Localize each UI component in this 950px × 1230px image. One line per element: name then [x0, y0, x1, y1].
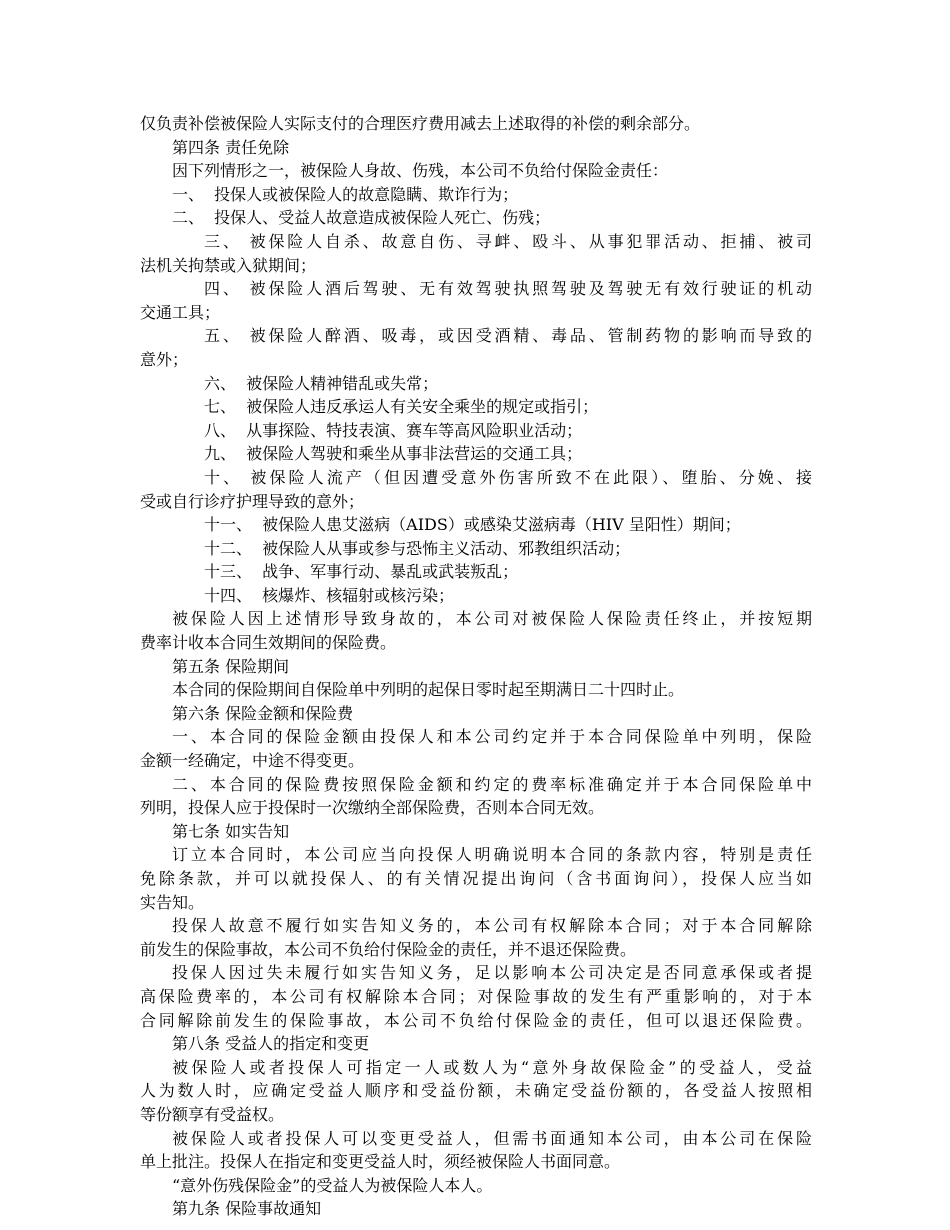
list-item: 六、 被保险人精神错乱或失常； — [204, 373, 439, 393]
text-line: 金额一经确定，中途不得变更。 — [140, 751, 365, 771]
text-line: 因下列情形之一，被保险人身故、伤残，本公司不负给付保险金责任： — [172, 161, 669, 181]
text-line: 等份额享有受益权。 — [140, 1104, 285, 1124]
list-item: 二、 投保人、受益人故意造成被保险人死亡、伤残； — [172, 208, 551, 228]
text-line: 订立本合同时，本公司应当向投保人明确说明本合同的条款内容，特别是责任 — [172, 845, 812, 865]
text-line: 投保人因过失未履行如实告知义务，足以影响本公司决定是否同意承保或者提 — [172, 963, 812, 983]
text-line: 免除条款，并可以就投保人、的有关情况提出询问（含书面询问），投保人应当如 — [140, 869, 812, 888]
text-line: 列明，投保人应于投保时一次缴纳全部保险费，否则本合同无效。 — [140, 798, 605, 818]
section-heading: 第七条 如实告知 — [172, 821, 290, 841]
text-line: 法机关拘禁或入狱期间； — [140, 255, 317, 275]
text-line: “意外伤残保险金”的受益人为被保险人本人。 — [172, 1175, 493, 1195]
section-heading: 第四条 责任免除 — [172, 137, 290, 157]
document-page — [140, 112, 812, 1221]
list-item: 十、 被保险人流产（但因遭受意外伤害所致不在此限）、堕胎、分娩、接 — [204, 467, 812, 487]
text-line: 单上批注。投保人在指定和变更受益人时，须经被保险人书面同意。 — [140, 1152, 621, 1172]
text-line: 一、本合同的保险金额由投保人和本公司约定并于本合同保险单中列明，保险 — [172, 727, 812, 747]
text-line: 费率计收本合同生效期间的保险费。 — [140, 633, 397, 653]
list-item: 十三、 战争、军事行动、暴乱或武装叛乱； — [204, 562, 519, 582]
list-item: 十二、 被保险人从事或参与恐怖主义活动、邪教组织活动； — [204, 538, 631, 558]
text-line: 本合同的保险期间自保险单中列明的起保日零时起至期满日二十四时止。 — [172, 680, 685, 700]
list-item: 五、 被保险人醉酒、吸毒，或因受酒精、毒品、管制药物的影响而导致的 — [204, 326, 812, 346]
list-item: 七、 被保险人违反承运人有关安全乘坐的规定或指引； — [204, 397, 599, 417]
list-item: 八、 从事探险、特技表演、赛车等高风险职业活动； — [204, 420, 583, 440]
list-item: 十四、 核爆炸、核辐射或核污染； — [204, 585, 455, 605]
list-item: 九、 被保险人驾驶和乘坐从事非法营运的交通工具； — [204, 444, 583, 464]
text-line: 合同解除前发生的保险事故，本公司不负给付保险金的责任，但可以退还保险费。 — [140, 1010, 812, 1030]
text-line: 被保险人或者投保人可以变更受益人，但需书面通知本公司，由本公司在保险 — [172, 1128, 812, 1148]
text-line: 仅负责补偿被保险人实际支付的合理医疗费用减去上述取得的补偿的剩余部分。 — [140, 114, 701, 133]
list-item: 十一、 被保险人患艾滋病（AIDS）或感染艾滋病毒（HIV 呈阳性）期间； — [204, 515, 741, 535]
text-line: 实告知。 — [140, 892, 205, 912]
list-item: 一、 投保人或被保险人的故意隐瞒、欺诈行为； — [172, 184, 519, 204]
section-heading: 第八条 受益人的指定和变更 — [172, 1034, 370, 1054]
section-heading: 第九条 保险事故通知 — [172, 1199, 322, 1219]
text-line: 前发生的保险事故，本公司不负给付保险金的责任，并不退还保险费。 — [140, 939, 637, 959]
section-heading: 第五条 保险期间 — [172, 656, 290, 676]
text-line: 交通工具； — [140, 302, 221, 322]
text-line: 人为数人时，应确定受益人顺序和受益份额，未确定受益份额的，各受益人按照相 — [140, 1081, 812, 1101]
list-item: 三、 被保险人自杀、故意自伤、寻衅、殴斗、从事犯罪活动、拒捕、被司 — [204, 231, 812, 251]
text-line: 受或自行诊疗护理导致的意外； — [140, 491, 365, 511]
section-heading: 第六条 保险金额和保险费 — [172, 703, 354, 723]
text-line: 高保险费率的，本公司有权解除本合同；对保险事故的发生有严重影响的，对于本 — [140, 986, 812, 1006]
text-line: 意外； — [140, 349, 189, 369]
text-line: 被保险人因上述情形导致身故的，本公司对被保险人保险责任终止，并按短期 — [172, 609, 812, 629]
text-line: 二、本合同的保险费按照保险金额和约定的费率标准确定并于本合同保险单中 — [172, 774, 812, 794]
text-line: 投保人故意不履行如实告知义务的，本公司有权解除本合同；对于本合同解除 — [172, 916, 812, 936]
text-line: 被保险人或者投保人可指定一人或数人为“意外身故保险金”的受益人，受益 — [172, 1057, 812, 1077]
list-item: 四、 被保险人酒后驾驶、无有效驾驶执照驾驶及驾驶无有效行驶证的机动 — [204, 279, 812, 299]
